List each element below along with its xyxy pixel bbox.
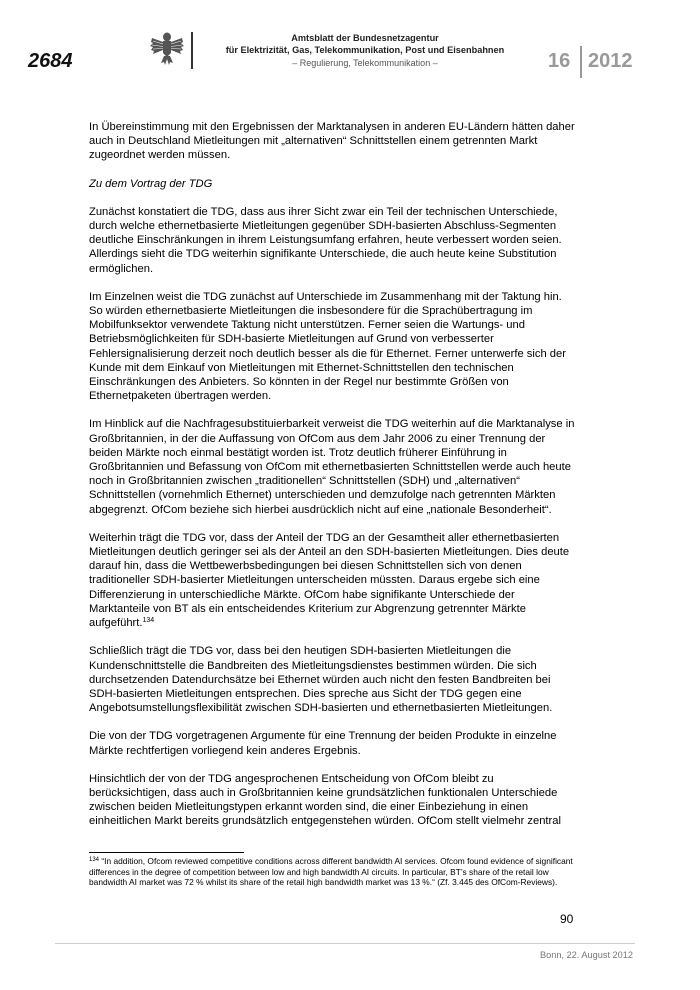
issue-separator [580,46,582,78]
federal-eagle-icon [150,30,184,66]
page-number: 90 [560,912,574,926]
paragraph: Die von der TDG vorgetragenen Argumente für eine Trennung der beiden Produkte in einzelne Märkte rechtfertigen vorliegend kein anderes Ergebnis. [89,730,557,757]
gazette-title-line2: für Elektrizität, Gas, Telekommunikation, Post und Eisenbahnen [225,45,505,55]
footer-divider [55,943,635,944]
header-divider [191,32,193,69]
section-heading: Zu dem Vortrag der TDG [89,177,213,190]
footnote-text: “In addition, Ofcom reviewed competitive conditions across different bandwidth AI services. Ofcom found evidence of significant differences in the degree of competition between low and high bandwidth AI circuits. In particular, BT’s share of the retail low bandwidth AI market was 72 % whilst its share of the retail high bandwidth market was 13 %.“ (Zf. 3.445 des OfCom-Reviews). [89,856,573,888]
gazette-title-line1: Amtsblatt der Bundesnetzagentur [291,33,439,43]
issue-year: 2012 [588,50,633,72]
paragraph-with-footnote [89,531,575,630]
footnote-reference[interactable]: 134 [142,617,155,625]
paragraph: Schließlich trägt die TDG vor, dass bei den heutigen SDH-basierten Mietleitungen die Kundenschnittstelle die Bandbreiten des Mietleitungsdienstes bestimmen würden. Die sich durchsetzenden Datendurchsätze bei Ethernet würden auch nicht den festen Bandbreiten bei SDH-basierten Mietleitungen entsprechen. Dies spreche aus Sicht der TDG gegen eine Angebotsumstellungsflexibilität zwischen SDH-basierten und ethernetbasierten Mietleitungen. [89,645,553,715]
page-issue-number: 2684 [28,50,73,72]
paragraph-text: Weiterhin trägt die TDG vor, dass der Anteil der TDG an der Gesamtheit aller ethernetbasierten Mietleitungen deutlich geringer sei als der Anteil an den SDH-basierten Mietleitungen. Dies deute darauf hin, dass die Wettbewerbsbedingungen bei diesen Schnittstellen sich von denen traditioneller SDH-basierter Mietleitungen unterscheiden müssten. Daraus ergebe sich eine Differenzierung in unterschiedliche Märkte. OfCom habe signifikante Unterschiede der Marktanteile von BT als ein entscheidendes Kriterium zur Abgrenzung getrennter Märkte aufgeführt. [89,531,570,630]
paragraph: Im Hinblick auf die Nachfragesubstituierbarkeit verweist die TDG weiterhin auf die Marktanalyse in Großbritannien, in der die Auffassung von OfCom aus dem Jahr 2006 zu einer Trennung der beiden Märkte noch einmal bestätigt worden ist. Trotz deutlich früherer Einführung in Großbritannien und Befassung von OfCom mit ethernetbasierten Schnittstellen werde auch heute noch in Großbritannien zwischen „traditionellen“ Schnittstellen (SDH) und „alternativen“ Schnittstellen (vornehmlich Ethernet) unterschieden und demzufolge nach getrennten Märkten abgegrenzt. OfCom beziehe sich hierbei ausdrücklich nicht auf eine „nationale Besonderheit“. [89,418,575,516]
document-body [89,120,575,843]
paragraph: Im Einzelnen weist die TDG zunächst auf Unterschiede im Zusammenhang mit der Taktung hin. So würden ethernetbasierte Mietleitungen die insbesondere für die Sprachübertragung im Mobilfunksektor verwendete Taktung nicht unterstützen. Ferner seien die Wartungs- und Betriebsmöglichkeiten für SDH-basierte Mietleitungen auf Grund von verbesserter Fehlersignalisierung derzeit noch deutlich besser als die für Ethernet. Ferner unterwerfe sich der Kunde mit dem Einkauf von Mietleitungen mit Ethernet-Schnittstellen den technischen Einschränkungen des Anbieters. So könnten in der Regel nur bestimmte Größen von Ethernetpaketen übertragen werden. [89,290,566,403]
paragraph: In Übereinstimmung mit den Ergebnissen der Marktanalysen in anderen EU-Ländern hätten daher auch in Deutschland Mietleitungen mit „alternativen“ Schnittstellen einem getrennten Markt zugeordnet werden müssen. [89,121,575,162]
footnote [89,856,575,888]
paragraph: Zunächst konstatiert die TDG, dass aus ihrer Sicht zwar ein Teil der technischen Unterschiede, durch welche ethernetbasierte Mietleitungen gegenüber SDH-basierten Abschluss-Segmenten deutliche Einschränkungen in ihrem Leistungsumfang erfahren, heute verbessert worden seien. Allerdings sieht die TDG weiterhin signifikante Unterschiede, die auch heute keine Substitution ermöglichen. [89,205,562,275]
footnote-divider [89,852,244,853]
footnote-number: 134 [89,857,100,863]
paragraph: Hinsichtlich der von der TDG angesprochenen Entscheidung von OfCom bleibt zu berücksichtigen, dass auch in Großbritannien keine grundsätzlichen funktionalen Unterschiede zwischen beiden Mietleitungstypen erkannt worden sind, die einer Einbeziehung in einen einheitlichen Markt bereits grundsätzlich entgegenstehen würden. OfCom stellt vielmehr zentral [89,772,561,828]
footer-date: Bonn, 22. August 2012 [540,950,633,960]
gazette-title [200,32,530,56]
issue-no: 16 [548,50,571,72]
gazette-subtitle: – Regulierung, Telekommunikation – [292,58,438,68]
page-header [0,0,700,90]
